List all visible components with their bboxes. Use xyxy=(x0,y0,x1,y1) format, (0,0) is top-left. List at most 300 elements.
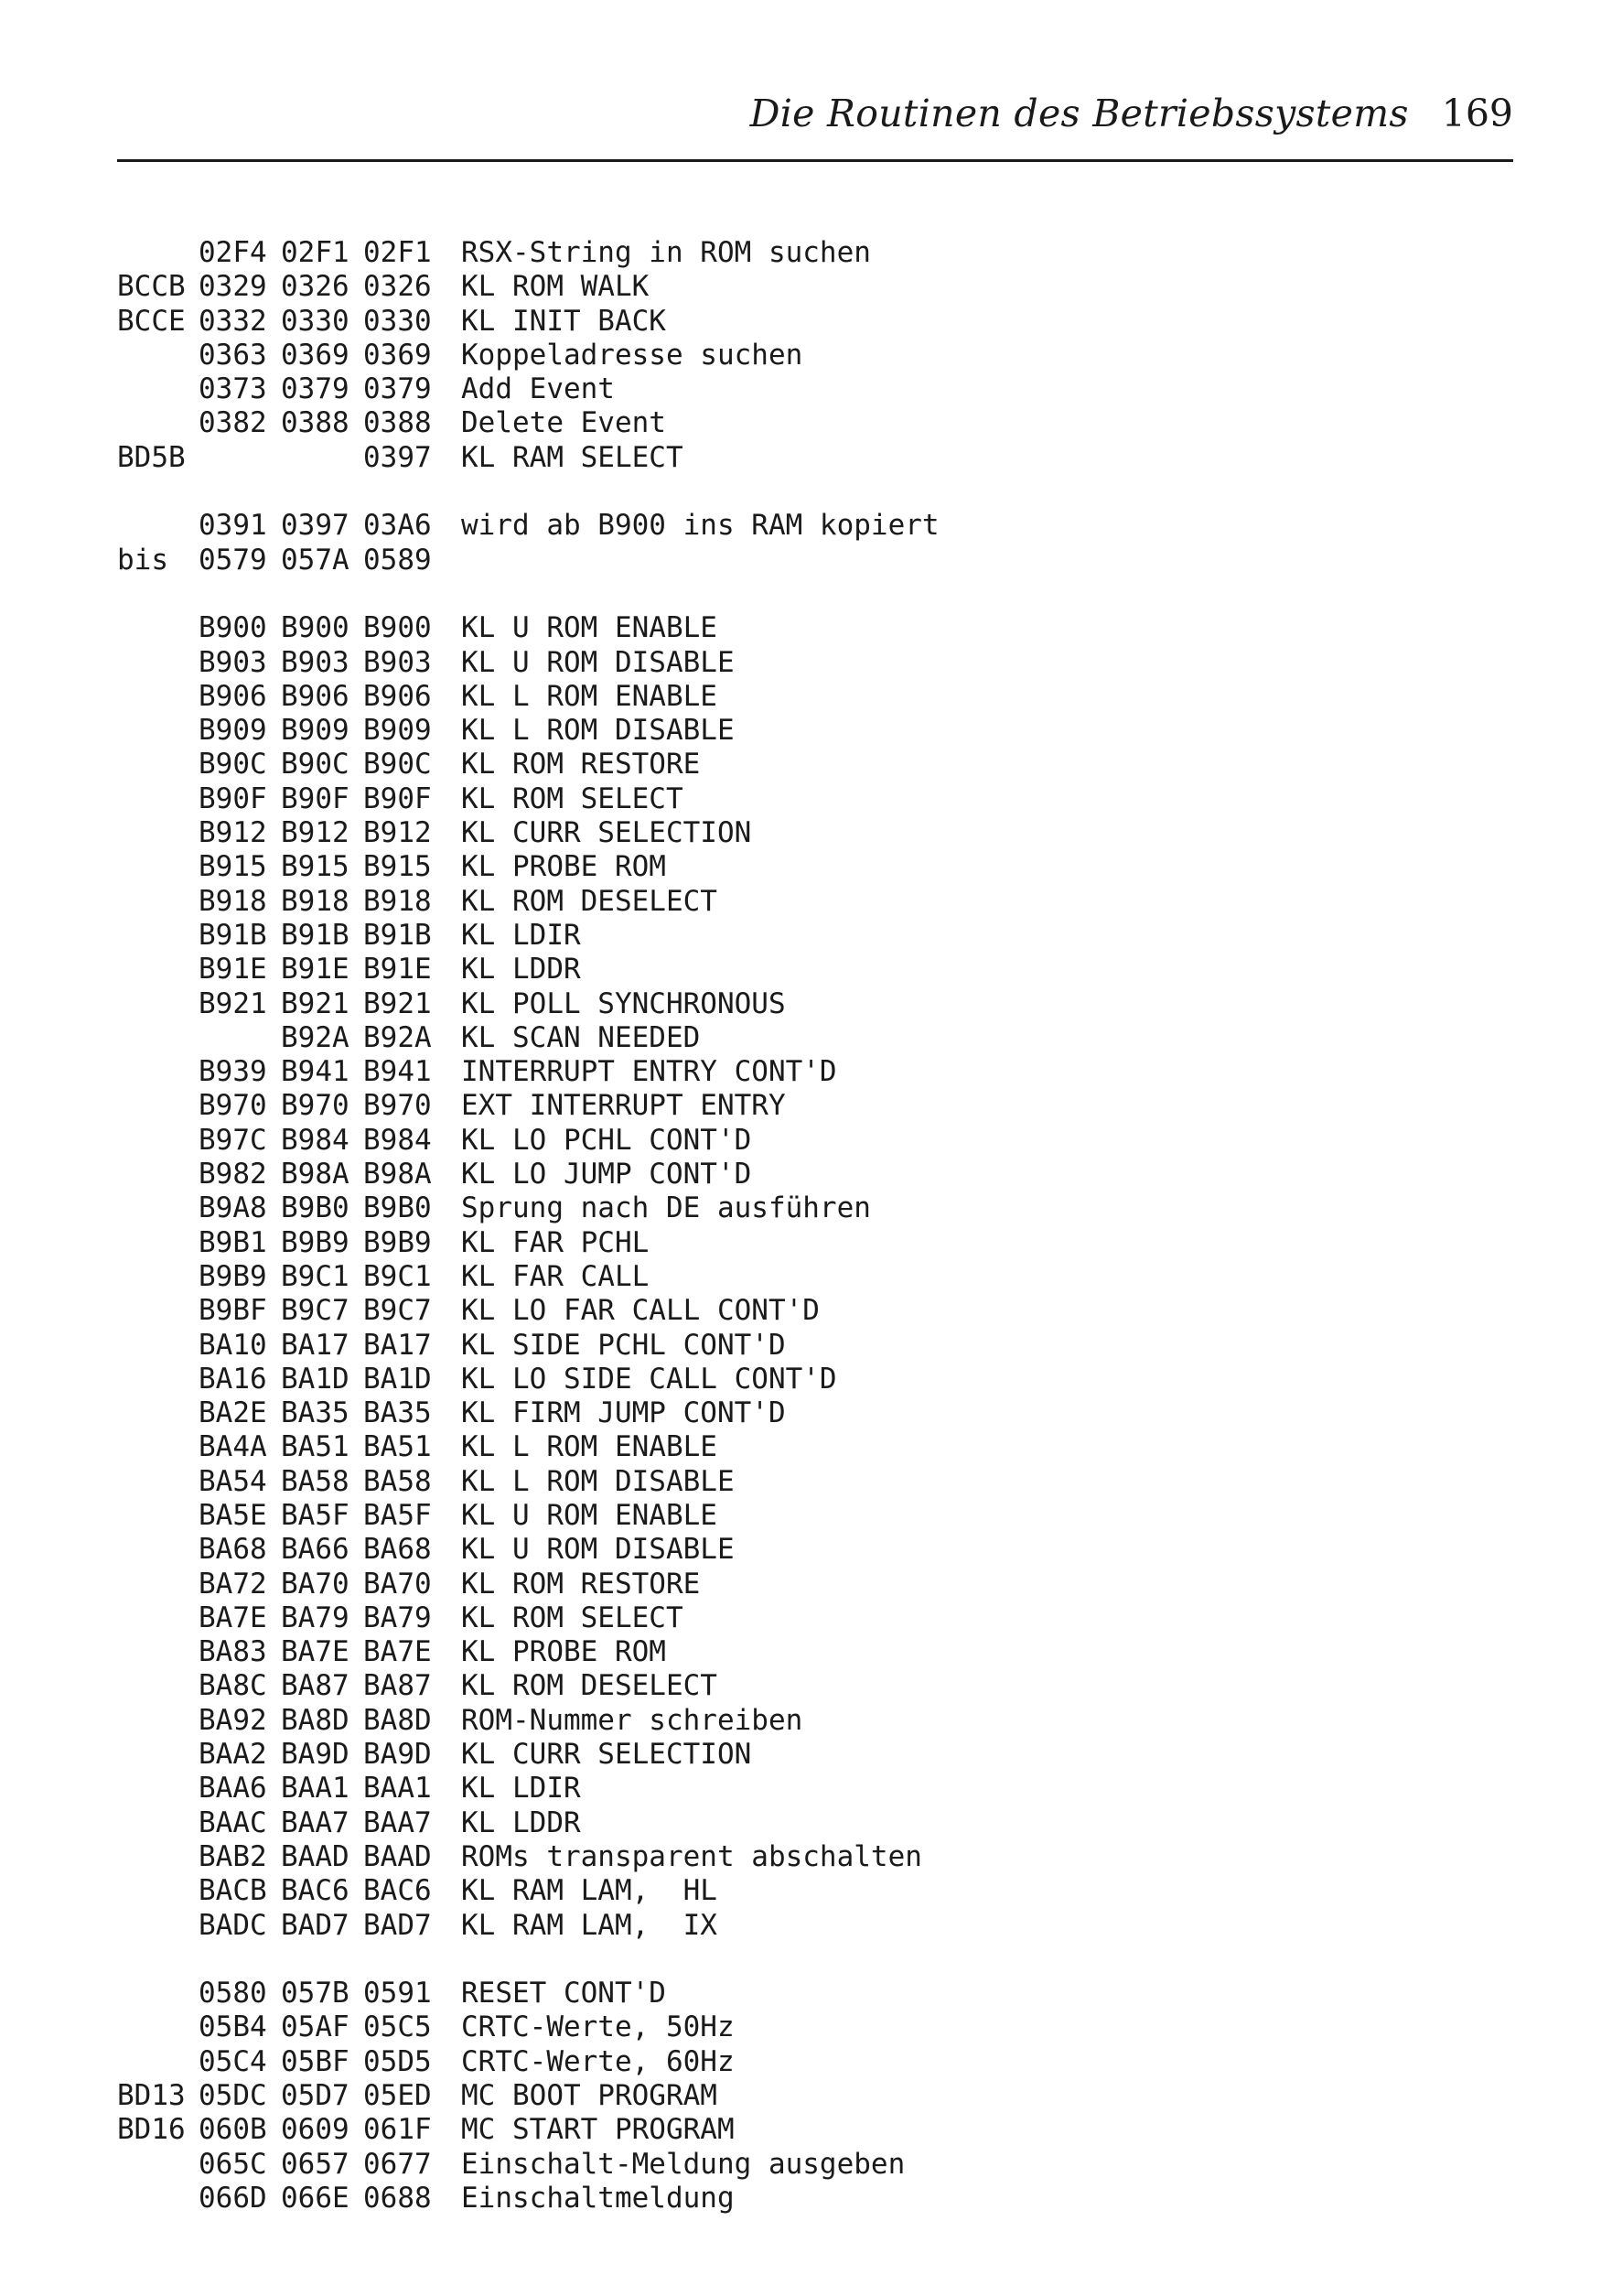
jump-address xyxy=(117,1772,199,1806)
address-v1: BAB2 xyxy=(199,1839,267,1873)
jump-address xyxy=(117,372,199,406)
address-v1 xyxy=(199,441,281,475)
listing-row xyxy=(117,544,1306,577)
listing-row xyxy=(117,1874,1306,1908)
address-v2: BA8D xyxy=(281,1703,349,1737)
address-v1: B906 xyxy=(199,679,267,713)
listing-row xyxy=(117,1669,1306,1703)
address-v2: BAD7 xyxy=(281,1908,349,1942)
address-v1: B939 xyxy=(199,1055,267,1089)
routine-description: INTERRUPT ENTRY CONT'D xyxy=(461,1055,837,1089)
address-v2: B9C1 xyxy=(281,1259,349,1293)
routine-description: KL ROM SELECT xyxy=(461,782,683,815)
listing-row xyxy=(117,372,1306,406)
address-v3: B9B0 xyxy=(363,1191,432,1225)
address-v2: 0369 xyxy=(281,338,349,372)
jump-address xyxy=(117,1158,199,1191)
routine-description: KL INIT BACK xyxy=(461,304,666,338)
address-v1: B90C xyxy=(199,748,267,782)
address-v1: 0580 xyxy=(199,1977,267,2010)
jump-address xyxy=(117,1260,199,1294)
address-v1: 0373 xyxy=(199,372,267,406)
listing-row xyxy=(117,1396,1306,1430)
listing-row xyxy=(117,748,1306,782)
listing-row xyxy=(117,2045,1306,2079)
listing-row xyxy=(117,816,1306,850)
routine-listing xyxy=(117,236,1306,2215)
address-v3: B900 xyxy=(363,611,432,645)
jump-address xyxy=(117,850,199,884)
address-v1: B9B1 xyxy=(199,1225,267,1259)
address-v3: 0326 xyxy=(363,270,432,304)
address-v3: BA9D xyxy=(363,1738,432,1772)
jump-address xyxy=(117,1601,199,1635)
address-v2: BA9D xyxy=(281,1738,349,1772)
address-v3: B970 xyxy=(363,1089,432,1123)
address-v2: 05D7 xyxy=(281,2079,349,2113)
address-v3: B9B9 xyxy=(363,1225,432,1259)
routine-description: KL ROM SELECT xyxy=(461,1601,683,1634)
listing-row xyxy=(117,441,1306,475)
jump-address xyxy=(117,1669,199,1703)
address-v2: BA5F xyxy=(281,1498,349,1532)
jump-address: BD5B xyxy=(117,440,186,474)
routine-description: Einschalt-Meldung ausgeben xyxy=(461,2147,906,2181)
address-v3: B921 xyxy=(363,986,432,1020)
address-v2: B921 xyxy=(281,986,349,1020)
address-v1: 05C4 xyxy=(199,2044,267,2078)
address-v1: B9B9 xyxy=(199,1259,267,1293)
routine-description: KL ROM RESTORE xyxy=(461,1567,701,1601)
jump-address xyxy=(117,680,199,714)
address-v1: BAAC xyxy=(199,1806,267,1839)
address-v1: BA16 xyxy=(199,1362,267,1396)
jump-address xyxy=(117,919,199,953)
jump-address xyxy=(117,1021,199,1055)
routine-description: KL PROBE ROM xyxy=(461,1635,666,1669)
listing-row xyxy=(117,270,1306,304)
address-v3: 03A6 xyxy=(363,509,432,543)
running-header xyxy=(117,92,1513,146)
jump-address xyxy=(117,2182,199,2215)
header-rule xyxy=(117,159,1513,162)
jump-address xyxy=(117,1738,199,1772)
address-v3: BA5F xyxy=(363,1498,432,1532)
address-v1: 05DC xyxy=(199,2079,267,2113)
listing-row xyxy=(117,1499,1306,1533)
routine-description: KL CURR SELECTION xyxy=(461,816,752,850)
jump-address xyxy=(117,987,199,1021)
address-v1: BA7E xyxy=(199,1601,267,1634)
routine-description: KL LO PCHL CONT'D xyxy=(461,1123,752,1157)
routine-description: KL PROBE ROM xyxy=(461,850,666,884)
listing-row xyxy=(117,1909,1306,1943)
jump-address xyxy=(117,339,199,372)
routine-description: KL ROM RESTORE xyxy=(461,748,701,782)
listing-row xyxy=(117,1568,1306,1601)
routine-description: KL L ROM DISABLE xyxy=(461,1464,735,1498)
address-v2: B984 xyxy=(281,1123,349,1157)
jump-address: BCCE xyxy=(117,304,186,338)
jump-address xyxy=(117,1499,199,1533)
address-v3: 0688 xyxy=(363,2181,432,2215)
address-v3: B91E xyxy=(363,953,432,986)
jump-address xyxy=(117,2045,199,2079)
address-v3: B941 xyxy=(363,1055,432,1089)
address-v2: BA35 xyxy=(281,1396,349,1430)
address-v1: B97C xyxy=(199,1123,267,1157)
jump-address xyxy=(117,1191,199,1225)
address-v3: BA7E xyxy=(363,1635,432,1669)
routine-description: MC START PROGRAM xyxy=(461,2113,735,2147)
address-v1: 05B4 xyxy=(199,2010,267,2044)
jump-address xyxy=(117,509,199,543)
listing-row xyxy=(117,305,1306,339)
listing-row xyxy=(117,1840,1306,1874)
address-v1: 0332 xyxy=(199,304,267,338)
address-v2: 0330 xyxy=(281,304,349,338)
routine-description: KL SCAN NEEDED xyxy=(461,1020,701,1054)
address-v1: 0391 xyxy=(199,509,267,543)
jump-address xyxy=(117,1874,199,1908)
routine-description: KL RAM LAM, IX xyxy=(461,1908,717,1942)
address-v3: B9C7 xyxy=(363,1294,432,1328)
address-v2: B90C xyxy=(281,748,349,782)
listing-row xyxy=(117,680,1306,714)
address-v1: 066D xyxy=(199,2181,267,2215)
jump-address xyxy=(117,406,199,440)
address-v2: B900 xyxy=(281,611,349,645)
address-v1: 060B xyxy=(199,2113,267,2147)
address-v2: BA17 xyxy=(281,1328,349,1362)
routine-description: KL U ROM ENABLE xyxy=(461,611,717,645)
address-v1: BA68 xyxy=(199,1533,267,1567)
address-v2: BAC6 xyxy=(281,1874,349,1908)
address-v3: BA35 xyxy=(363,1396,432,1430)
address-v1: B982 xyxy=(199,1158,267,1191)
address-v2: BA70 xyxy=(281,1567,349,1601)
address-v2: 0388 xyxy=(281,406,349,440)
jump-address xyxy=(117,1089,199,1123)
routine-description: KL LDIR xyxy=(461,918,581,952)
address-v1: B91E xyxy=(199,953,267,986)
address-v2: BA66 xyxy=(281,1533,349,1567)
address-v2: B903 xyxy=(281,645,349,679)
address-v3: 0388 xyxy=(363,406,432,440)
address-v3: B915 xyxy=(363,850,432,884)
routine-description: KL ROM DESELECT xyxy=(461,1669,717,1703)
address-v1: B900 xyxy=(199,611,267,645)
address-v1: 0363 xyxy=(199,338,267,372)
address-v2: B941 xyxy=(281,1055,349,1089)
jump-address xyxy=(117,1329,199,1363)
address-v3: BA79 xyxy=(363,1601,432,1634)
address-v2: 066E xyxy=(281,2181,349,2215)
routine-description: CRTC-Werte, 60Hz xyxy=(461,2044,735,2078)
address-v3: BAA7 xyxy=(363,1806,432,1839)
address-v2: BAAD xyxy=(281,1839,349,1873)
jump-address xyxy=(117,2148,199,2182)
jump-address xyxy=(117,1533,199,1567)
listing-row xyxy=(117,1260,1306,1294)
listing-row xyxy=(117,782,1306,816)
address-v3: BA17 xyxy=(363,1328,432,1362)
address-v3: BA51 xyxy=(363,1430,432,1464)
listing-row xyxy=(117,1772,1306,1806)
address-v1: BA4A xyxy=(199,1430,267,1464)
listing-row xyxy=(117,1021,1306,1055)
routine-description: KL LO SIDE CALL CONT'D xyxy=(461,1362,837,1396)
jump-address xyxy=(117,714,199,748)
address-v2: B915 xyxy=(281,850,349,884)
address-v2: 0379 xyxy=(281,372,349,406)
address-v3: BAD7 xyxy=(363,1908,432,1942)
address-v1: B921 xyxy=(199,986,267,1020)
listing-row xyxy=(117,1635,1306,1669)
listing-row xyxy=(117,2113,1306,2147)
address-v1: 0329 xyxy=(199,270,267,304)
jump-address: BD16 xyxy=(117,2113,186,2147)
address-v3: B90F xyxy=(363,782,432,815)
address-v2: BAA1 xyxy=(281,1772,349,1806)
listing-row xyxy=(117,953,1306,986)
address-v1: B90F xyxy=(199,782,267,815)
address-v3: B909 xyxy=(363,714,432,748)
routine-description: KL LO FAR CALL CONT'D xyxy=(461,1294,820,1328)
address-v1: B915 xyxy=(199,850,267,884)
address-v3: 0589 xyxy=(363,543,432,577)
listing-row xyxy=(117,2079,1306,2113)
jump-address xyxy=(117,1704,199,1738)
routine-description: EXT INTERRUPT ENTRY xyxy=(461,1089,786,1123)
listing-row xyxy=(117,1226,1306,1260)
address-v1: 0579 xyxy=(199,543,267,577)
chapter-title: Die Routinen des Betriebssystems xyxy=(749,92,1409,135)
listing-row xyxy=(117,885,1306,919)
jump-address xyxy=(117,1226,199,1260)
routine-description: KL LO JUMP CONT'D xyxy=(461,1158,752,1191)
address-v3: 0330 xyxy=(363,304,432,338)
page-number: 169 xyxy=(1441,92,1513,135)
address-v3: 05D5 xyxy=(363,2044,432,2078)
address-v2: B909 xyxy=(281,714,349,748)
listing-row xyxy=(117,850,1306,884)
listing-row xyxy=(117,919,1306,953)
routine-description: KL SIDE PCHL CONT'D xyxy=(461,1328,786,1362)
address-v2: B9B9 xyxy=(281,1225,349,1259)
address-v2: B9B0 xyxy=(281,1191,349,1225)
address-v1: B903 xyxy=(199,645,267,679)
address-v1: BA8C xyxy=(199,1669,267,1703)
routine-description: KL RAM LAM, HL xyxy=(461,1874,717,1908)
address-v3: 02F1 xyxy=(363,236,432,269)
jump-address xyxy=(117,646,199,680)
jump-address xyxy=(117,953,199,986)
address-v3: B98A xyxy=(363,1158,432,1191)
address-v3: 0591 xyxy=(363,1977,432,2010)
address-v3: B912 xyxy=(363,816,432,850)
jump-address xyxy=(117,1363,199,1396)
address-v2: 057A xyxy=(281,543,349,577)
address-v3: B9C1 xyxy=(363,1259,432,1293)
listing-row xyxy=(117,1158,1306,1191)
routine-description: KL L ROM ENABLE xyxy=(461,679,717,713)
listing-row xyxy=(117,2010,1306,2044)
address-v1: BA54 xyxy=(199,1464,267,1498)
address-v3: 05C5 xyxy=(363,2010,432,2044)
address-v1: BADC xyxy=(199,1908,267,1942)
jump-address xyxy=(117,236,199,270)
routine-description: KL LDDR xyxy=(461,953,581,986)
address-v1: BA92 xyxy=(199,1703,267,1737)
address-v1: BACB xyxy=(199,1874,267,1908)
address-v2: 0657 xyxy=(281,2147,349,2181)
address-v1: 065C xyxy=(199,2147,267,2181)
listing-row xyxy=(117,611,1306,645)
listing-row xyxy=(117,339,1306,372)
address-v3: B90C xyxy=(363,748,432,782)
listing-row xyxy=(117,406,1306,440)
address-v3: 0397 xyxy=(363,440,432,474)
jump-address xyxy=(117,611,199,645)
address-v2: B92A xyxy=(281,1020,349,1054)
routine-description: Delete Event xyxy=(461,406,666,440)
address-v3: BA70 xyxy=(363,1567,432,1601)
routine-description xyxy=(461,544,1306,577)
address-v1: 0382 xyxy=(199,406,267,440)
address-v3: B92A xyxy=(363,1020,432,1054)
routine-description: ROM-Nummer schreiben xyxy=(461,1703,803,1737)
routine-description: KL U ROM DISABLE xyxy=(461,645,735,679)
jump-address xyxy=(117,1465,199,1499)
address-v3: BA58 xyxy=(363,1464,432,1498)
routine-description: MC BOOT PROGRAM xyxy=(461,2079,717,2113)
address-v2: BAA7 xyxy=(281,1806,349,1839)
routine-description: KL L ROM ENABLE xyxy=(461,1430,717,1464)
address-v1: B9BF xyxy=(199,1294,267,1328)
listing-row xyxy=(117,1704,1306,1738)
listing-row xyxy=(117,1601,1306,1635)
listing-row xyxy=(117,1977,1306,2010)
address-v1: B918 xyxy=(199,884,267,918)
address-v1: BAA2 xyxy=(199,1738,267,1772)
jump-address: BD13 xyxy=(117,2079,186,2113)
listing-row xyxy=(117,2182,1306,2215)
address-v3: BAAD xyxy=(363,1839,432,1873)
address-v2: 0326 xyxy=(281,270,349,304)
address-v1: BA5E xyxy=(199,1498,267,1532)
address-v1: 02F4 xyxy=(199,236,267,269)
address-v3: B918 xyxy=(363,884,432,918)
jump-address xyxy=(117,1055,199,1089)
address-v2: BA87 xyxy=(281,1669,349,1703)
routine-description: RESET CONT'D xyxy=(461,1977,666,2010)
address-v3: B903 xyxy=(363,645,432,679)
routine-description: KL ROM DESELECT xyxy=(461,884,717,918)
jump-address xyxy=(117,1840,199,1874)
address-v2: B906 xyxy=(281,679,349,713)
listing-row xyxy=(117,1533,1306,1567)
address-v3: BA68 xyxy=(363,1533,432,1567)
jump-address xyxy=(117,1568,199,1601)
routine-description: Einschaltmeldung xyxy=(461,2181,735,2215)
address-v1: BAA6 xyxy=(199,1772,267,1806)
address-v3: 0677 xyxy=(363,2147,432,2181)
address-v2: 0609 xyxy=(281,2113,349,2147)
address-v1: BA2E xyxy=(199,1396,267,1430)
listing-row xyxy=(117,1363,1306,1396)
routine-description: KL FAR CALL xyxy=(461,1259,650,1293)
address-v2: BA79 xyxy=(281,1601,349,1634)
address-v3: BA87 xyxy=(363,1669,432,1703)
routine-description: KL U ROM DISABLE xyxy=(461,1533,735,1567)
listing-row xyxy=(117,1294,1306,1328)
address-v2: 0397 xyxy=(281,509,349,543)
routine-description: KL LDDR xyxy=(461,1806,581,1839)
listing-row xyxy=(117,714,1306,748)
address-v3: B91B xyxy=(363,918,432,952)
jump-address xyxy=(117,748,199,782)
jump-address xyxy=(117,1635,199,1669)
listing-row xyxy=(117,1465,1306,1499)
routine-description: KL LDIR xyxy=(461,1772,581,1806)
address-v3: BA8D xyxy=(363,1703,432,1737)
listing-row xyxy=(117,1055,1306,1089)
address-v2: B912 xyxy=(281,816,349,850)
address-v1: B970 xyxy=(199,1089,267,1123)
address-v2: B9C7 xyxy=(281,1294,349,1328)
address-v1: BA83 xyxy=(199,1635,267,1669)
listing-row xyxy=(117,1124,1306,1158)
jump-address: BCCB xyxy=(117,270,186,304)
jump-address: bis xyxy=(117,543,168,577)
address-v2: BA1D xyxy=(281,1362,349,1396)
address-v3: 0369 xyxy=(363,338,432,372)
routine-description: KL CURR SELECTION xyxy=(461,1738,752,1772)
routine-description: RSX-String in ROM suchen xyxy=(461,236,871,269)
jump-address xyxy=(117,1977,199,2010)
address-v3: BAA1 xyxy=(363,1772,432,1806)
address-v2: B98A xyxy=(281,1158,349,1191)
address-v2: B90F xyxy=(281,782,349,815)
listing-row xyxy=(117,1738,1306,1772)
jump-address xyxy=(117,1909,199,1943)
routine-description: ROMs transparent abschalten xyxy=(461,1839,922,1873)
address-v1: B9A8 xyxy=(199,1191,267,1225)
routine-description: KL RAM SELECT xyxy=(461,440,683,474)
routine-description: KL FIRM JUMP CONT'D xyxy=(461,1396,786,1430)
address-v2: B970 xyxy=(281,1089,349,1123)
address-v2: BA7E xyxy=(281,1635,349,1669)
routine-description: KL POLL SYNCHRONOUS xyxy=(461,986,786,1020)
address-v2: B918 xyxy=(281,884,349,918)
address-v2: B91E xyxy=(281,953,349,986)
routine-description: KL L ROM DISABLE xyxy=(461,714,735,748)
address-v3: 061F xyxy=(363,2113,432,2147)
routine-description: KL FAR PCHL xyxy=(461,1225,650,1259)
listing-row xyxy=(117,1329,1306,1363)
listing-row xyxy=(117,1430,1306,1464)
routine-description: KL U ROM ENABLE xyxy=(461,1498,717,1532)
jump-address xyxy=(117,1294,199,1328)
address-v3: BA1D xyxy=(363,1362,432,1396)
routine-description: Sprung nach DE ausführen xyxy=(461,1191,871,1225)
listing-row xyxy=(117,509,1306,543)
address-v3: 0379 xyxy=(363,372,432,406)
address-v2: 05AF xyxy=(281,2010,349,2044)
address-v2 xyxy=(281,441,363,475)
routine-description: CRTC-Werte, 50Hz xyxy=(461,2010,735,2044)
